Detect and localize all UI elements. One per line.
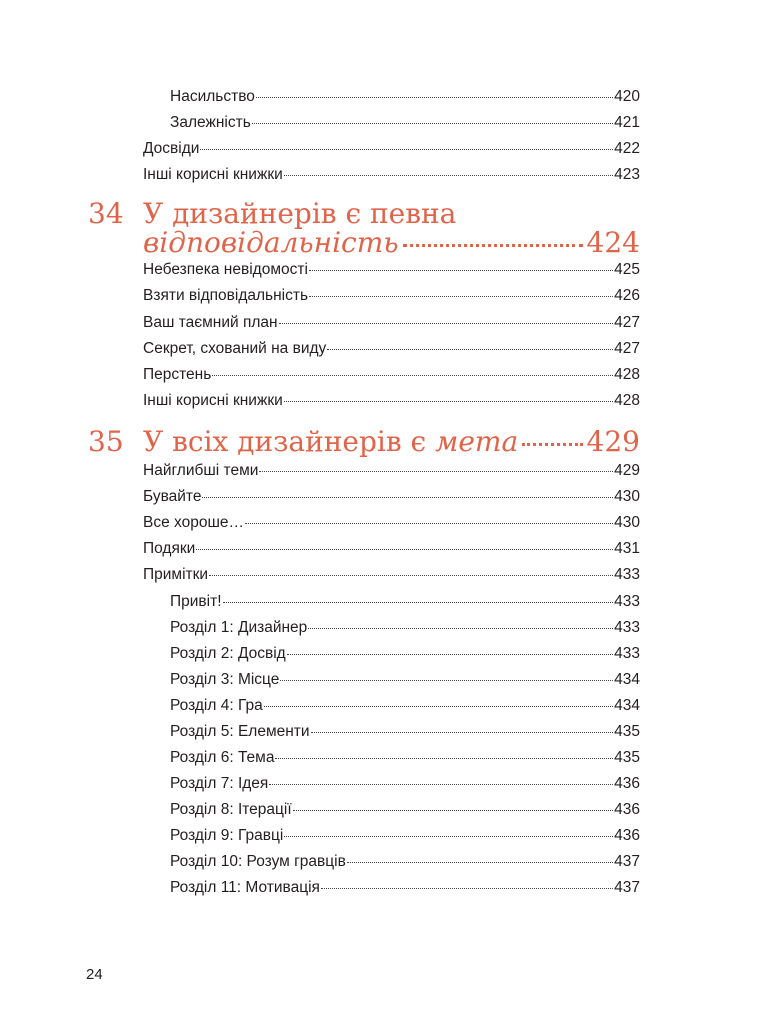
dot-leader: [522, 443, 582, 446]
toc-entry-page: 423: [614, 166, 640, 183]
chapter-title: У всіх дизайнерів є: [143, 425, 436, 458]
toc-entry: [143, 365, 640, 385]
dot-leader: [293, 810, 613, 811]
toc-entry-title: Перстень: [143, 366, 212, 383]
toc-entry-title: Найглибші теми: [143, 462, 259, 479]
toc-entry: [143, 313, 640, 333]
toc-entry-title: Подяки: [143, 540, 196, 557]
toc-entry-page: 430: [614, 488, 640, 505]
toc-entry: [143, 139, 640, 159]
toc-entry-page: 436: [614, 775, 640, 792]
toc-entry-title: Взяти відповідальність: [143, 287, 309, 304]
chapter-heading-34: [88, 198, 640, 262]
toc-subentry: [170, 592, 640, 612]
toc-entry-title: Розділ 8: Ітерації: [170, 801, 292, 818]
toc-entry-title: Секрет, схований на виду: [143, 340, 327, 357]
toc-entry-title: Примітки: [143, 566, 209, 583]
page-number: 24: [86, 966, 103, 983]
toc-entry-page: 433: [614, 619, 640, 636]
toc-entry-page: 436: [614, 827, 640, 844]
dot-leader: [264, 706, 613, 707]
toc-entry-page: 435: [614, 723, 640, 740]
toc-entry-page: 428: [614, 366, 640, 383]
toc-entry-title: Насильство: [170, 88, 255, 105]
toc-entry-title: Ваш таємний план: [143, 314, 278, 331]
dot-leader: [256, 97, 613, 98]
toc-entry-page: 435: [614, 749, 640, 766]
toc-entry-title: Розділ 3: Місце: [170, 671, 280, 688]
toc-entry: [143, 391, 640, 411]
toc-entry-title: Залежність: [170, 114, 251, 131]
dot-leader: [284, 836, 613, 837]
toc-entry-page: 433: [614, 593, 640, 610]
toc-entry-page: 425: [614, 261, 640, 278]
dot-leader: [196, 549, 613, 550]
toc-entry: [170, 87, 640, 107]
chapter-title: У дизайнерів є певна: [143, 197, 457, 230]
dot-leader: [309, 296, 613, 297]
toc-entry-page: 433: [614, 645, 640, 662]
toc-entry-title: Все хороше…: [143, 514, 245, 531]
toc-entry: [143, 461, 640, 481]
chapter-title-line: [143, 426, 640, 458]
dot-leader: [269, 784, 613, 785]
toc-entry-title: Розділ 7: Ідея: [170, 775, 269, 792]
dot-leader: [347, 862, 613, 863]
dot-leader: [279, 323, 614, 324]
toc-entry-page: 428: [614, 392, 640, 409]
toc-entry-title: Розділ 6: Тема: [170, 749, 275, 766]
toc-subentry: [170, 878, 640, 898]
toc-entry: [143, 487, 640, 507]
toc-entry-page: 422: [614, 140, 640, 157]
toc-subentry: [170, 800, 640, 820]
toc-entry-title: Розділ 2: Досвід: [170, 645, 286, 662]
dot-leader: [275, 758, 613, 759]
chapter-page: 424: [586, 226, 640, 259]
toc-entry-page: 427: [614, 340, 640, 357]
toc-entry-page: 429: [614, 462, 640, 479]
toc-entry: [170, 113, 640, 133]
dot-leader: [327, 349, 613, 350]
chapter-title-italic: мета: [435, 425, 519, 458]
toc-entry-title: Бувайте: [143, 488, 202, 505]
dot-leader: [309, 270, 613, 271]
toc-entry: [143, 286, 640, 306]
chapter-heading-35: [88, 426, 640, 460]
toc-entry-page: 430: [614, 514, 640, 531]
toc-entry-page: 437: [614, 879, 640, 896]
toc-entry: [143, 513, 640, 533]
dot-leader: [212, 375, 613, 376]
toc-subentry: [170, 618, 640, 638]
toc-subentry: [170, 774, 640, 794]
toc-entry-title: Розділ 9: Гравці: [170, 827, 284, 844]
chapter-number: 35: [88, 425, 124, 458]
dot-leader: [284, 401, 613, 402]
dot-leader: [280, 680, 613, 681]
toc-entry-title: Розділ 11: Мотивація: [170, 879, 320, 896]
dot-leader: [200, 149, 613, 150]
toc-entry-page: 437: [614, 853, 640, 870]
dot-leader: [223, 602, 614, 603]
chapter-number: 34: [88, 197, 124, 230]
toc-subentry: [170, 722, 640, 742]
dot-leader: [209, 575, 613, 576]
chapter-page: 429: [586, 425, 640, 458]
toc-entry-page: 434: [614, 697, 640, 714]
dot-leader: [252, 123, 613, 124]
toc-entry-title: Інші корисні книжки: [143, 166, 283, 183]
toc-entry-title: Розділ 5: Елементи: [170, 723, 310, 740]
chapter-title-line2: [143, 227, 640, 259]
dot-leader: [403, 244, 583, 247]
toc-entry-title: Розділ 4: Гра: [170, 697, 263, 714]
toc-entry: [143, 565, 640, 585]
toc-entry-title: Розділ 1: Дизайнер: [170, 619, 308, 636]
toc-entry-page: 421: [614, 114, 640, 131]
toc-subentry: [170, 670, 640, 690]
toc-entry-title: Небезпека невідомості: [143, 261, 308, 278]
dot-leader: [321, 888, 613, 889]
dot-leader: [284, 175, 613, 176]
dot-leader: [311, 732, 614, 733]
toc-subentry: [170, 852, 640, 872]
toc-entry-page: 436: [614, 801, 640, 818]
dot-leader: [259, 471, 613, 472]
toc-subentry: [170, 696, 640, 716]
toc-entry-page: 426: [614, 287, 640, 304]
toc-entry-page: 420: [614, 88, 640, 105]
toc-subentry: [170, 826, 640, 846]
toc-entry: [143, 165, 640, 185]
dot-leader: [202, 497, 613, 498]
toc-entry: [143, 260, 640, 280]
dot-leader: [287, 654, 613, 655]
toc-entry: [143, 539, 640, 559]
toc-subentry: [170, 748, 640, 768]
toc-entry-title: Інші корисні книжки: [143, 392, 283, 409]
chapter-title-italic: відповідальність: [143, 226, 399, 259]
toc-subentry: [170, 644, 640, 664]
toc-entry-title: Привіт!: [170, 593, 222, 610]
toc-entry-page: 434: [614, 671, 640, 688]
toc-entry: [143, 339, 640, 359]
toc-entry-page: 433: [614, 566, 640, 583]
toc-entry-title: Розділ 10: Розум гравців: [170, 853, 346, 870]
toc-entry-page: 427: [614, 314, 640, 331]
toc-entry-title: Досвіди: [143, 140, 200, 157]
toc-entry-page: 431: [614, 540, 640, 557]
dot-leader: [308, 628, 613, 629]
dot-leader: [245, 523, 613, 524]
